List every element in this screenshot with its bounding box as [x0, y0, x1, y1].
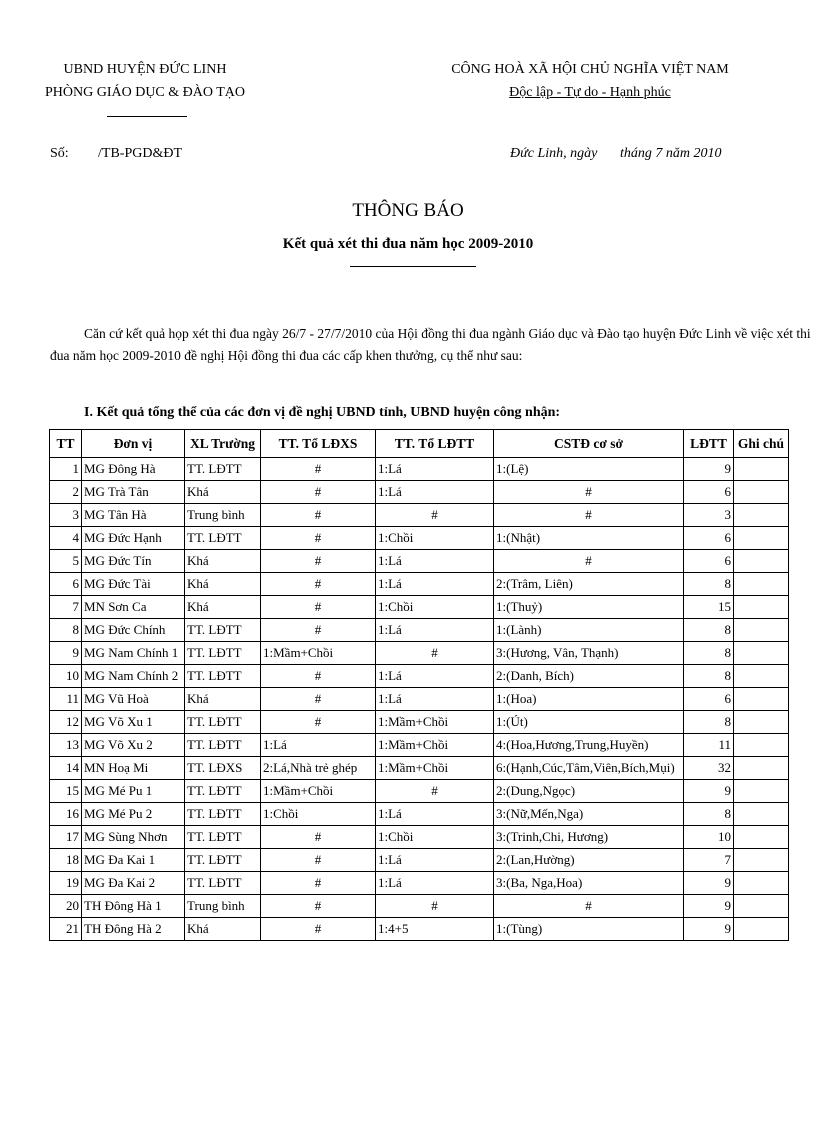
cell-tt: 11	[50, 688, 82, 711]
cell-don-vi: MG Võ Xu 2	[82, 734, 185, 757]
cell-don-vi: MG Đức Tín	[82, 550, 185, 573]
results-table	[49, 429, 789, 941]
cell-ghi-chu	[734, 734, 789, 757]
cell-xl-truong: TT. LĐTT	[185, 711, 261, 734]
cell-to-ldxs: 2:Lá,Nhà trẻ ghép	[261, 757, 376, 780]
cell-to-ldxs: 1:Mầm+Chồi	[261, 780, 376, 803]
cell-don-vi: MG Mé Pu 1	[82, 780, 185, 803]
cell-don-vi: MG Trà Tân	[82, 481, 185, 504]
cell-to-ldxs: #	[261, 711, 376, 734]
cell-ldtt: 10	[684, 826, 734, 849]
header-to-ldtt: TT. Tổ LĐTT	[376, 430, 494, 458]
cell-to-ldtt: 1:Chồi	[376, 596, 494, 619]
cell-ghi-chu	[734, 711, 789, 734]
cell-tt: 7	[50, 596, 82, 619]
table-header-row	[50, 430, 789, 458]
table-row	[50, 665, 789, 688]
cell-tt: 12	[50, 711, 82, 734]
document-title: THÔNG BÁO	[352, 200, 464, 221]
cell-to-ldtt: 1:Lá	[376, 688, 494, 711]
cell-tt: 10	[50, 665, 82, 688]
cell-ghi-chu	[734, 757, 789, 780]
cell-tt: 3	[50, 504, 82, 527]
cell-to-ldxs: #	[261, 665, 376, 688]
cell-to-ldxs: #	[261, 826, 376, 849]
cell-ldtt: 11	[684, 734, 734, 757]
cell-don-vi: MG Nam Chính 1	[82, 642, 185, 665]
cell-xl-truong: TT. LĐTT	[185, 826, 261, 849]
cell-don-vi: MN Sơn Ca	[82, 596, 185, 619]
cell-xl-truong: TT. LĐTT	[185, 734, 261, 757]
cell-cstd: #	[494, 481, 684, 504]
cell-to-ldxs: 1:Chồi	[261, 803, 376, 826]
cell-to-ldxs: #	[261, 849, 376, 872]
cell-cstd: #	[494, 504, 684, 527]
cell-ghi-chu	[734, 573, 789, 596]
cell-ldtt: 9	[684, 895, 734, 918]
place-date-1: Đức Linh, ngày	[510, 146, 598, 161]
cell-tt: 16	[50, 803, 82, 826]
cell-ldtt: 9	[684, 458, 734, 481]
cell-tt: 14	[50, 757, 82, 780]
nation-line-2: Độc lập - Tự do - Hạnh phúc	[509, 85, 671, 100]
cell-xl-truong: TT. LĐTT	[185, 665, 261, 688]
nation-line-1: CÔNG HOÀ XÃ HỘI CHỦ NGHĨA VIỆT NAM	[451, 62, 729, 77]
cell-ghi-chu	[734, 527, 789, 550]
cell-ldtt: 6	[684, 688, 734, 711]
cell-tt: 21	[50, 918, 82, 941]
cell-to-ldxs: #	[261, 504, 376, 527]
header-to-ldxs: TT. Tổ LĐXS	[261, 430, 376, 458]
cell-don-vi: MG Đức Chính	[82, 619, 185, 642]
cell-tt: 4	[50, 527, 82, 550]
table-row	[50, 872, 789, 895]
cell-ghi-chu	[734, 619, 789, 642]
table-row	[50, 527, 789, 550]
cell-ldtt: 8	[684, 711, 734, 734]
cell-ghi-chu	[734, 596, 789, 619]
cell-cstd: 1:(Hoa)	[494, 688, 684, 711]
cell-to-ldtt: 1:Lá	[376, 803, 494, 826]
cell-ghi-chu	[734, 504, 789, 527]
table-row	[50, 757, 789, 780]
cell-ldtt: 6	[684, 527, 734, 550]
cell-to-ldxs: 1:Mầm+Chồi	[261, 642, 376, 665]
org-underline	[107, 116, 187, 117]
cell-xl-truong: TT. LĐTT	[185, 849, 261, 872]
cell-cstd: 1:(Thuỷ)	[494, 596, 684, 619]
cell-to-ldtt: 1:Lá	[376, 573, 494, 596]
cell-don-vi: MN Hoạ Mi	[82, 757, 185, 780]
cell-to-ldxs: #	[261, 458, 376, 481]
cell-tt: 8	[50, 619, 82, 642]
cell-xl-truong: Trung bình	[185, 504, 261, 527]
cell-xl-truong: TT. LĐTT	[185, 619, 261, 642]
cell-ghi-chu	[734, 826, 789, 849]
place-date-2: tháng 7 năm 2010	[620, 146, 722, 161]
cell-xl-truong: Khá	[185, 688, 261, 711]
org-line-2: PHÒNG GIÁO DỤC & ĐÀO TẠO	[44, 85, 246, 100]
cell-to-ldtt: 1:Lá	[376, 550, 494, 573]
cell-to-ldtt: 1:4+5	[376, 918, 494, 941]
header-xl-truong: XL Trường	[185, 430, 261, 458]
cell-ghi-chu	[734, 849, 789, 872]
cell-to-ldxs: #	[261, 481, 376, 504]
table-row	[50, 918, 789, 941]
cell-ghi-chu	[734, 481, 789, 504]
cell-don-vi: MG Đa Kai 1	[82, 849, 185, 872]
cell-to-ldxs: #	[261, 872, 376, 895]
table-row	[50, 458, 789, 481]
cell-don-vi: MG Đông Hà	[82, 458, 185, 481]
cell-ldtt: 9	[684, 918, 734, 941]
paragraph-line-1: Căn cứ kết quả họp xét thi đua ngày 26/7 - 27/7/2010 của Hội đồng thi đua ngành Giáo dục và Đào tạo huyện Đức Linh về việc xét thi	[84, 326, 811, 341]
cell-xl-truong: TT. LĐXS	[185, 757, 261, 780]
cell-don-vi: MG Tân Hà	[82, 504, 185, 527]
table-row	[50, 803, 789, 826]
cell-ldtt: 6	[684, 550, 734, 573]
cell-ldtt: 8	[684, 665, 734, 688]
table-row	[50, 504, 789, 527]
cell-ghi-chu	[734, 918, 789, 941]
cell-to-ldxs: #	[261, 596, 376, 619]
cell-ldtt: 8	[684, 803, 734, 826]
cell-to-ldtt: 1:Lá	[376, 849, 494, 872]
cell-cstd: 6:(Hạnh,Cúc,Tâm,Viên,Bích,Mụi)	[494, 757, 684, 780]
cell-xl-truong: Khá	[185, 481, 261, 504]
cell-to-ldtt: 1:Chồi	[376, 527, 494, 550]
table-row	[50, 550, 789, 573]
cell-cstd: 2:(Dung,Ngọc)	[494, 780, 684, 803]
cell-ghi-chu	[734, 688, 789, 711]
cell-ldtt: 7	[684, 849, 734, 872]
cell-to-ldtt: 1:Chồi	[376, 826, 494, 849]
cell-cstd: 2:(Lan,Hường)	[494, 849, 684, 872]
cell-cstd: 2:(Danh, Bích)	[494, 665, 684, 688]
cell-to-ldxs: #	[261, 688, 376, 711]
cell-to-ldxs: #	[261, 918, 376, 941]
cell-xl-truong: TT. LĐTT	[185, 780, 261, 803]
table-row	[50, 780, 789, 803]
cell-ghi-chu	[734, 895, 789, 918]
so-label: Số:	[50, 146, 69, 161]
cell-tt: 2	[50, 481, 82, 504]
cell-to-ldtt: 1:Mầm+Chồi	[376, 757, 494, 780]
cell-ghi-chu	[734, 458, 789, 481]
cell-cstd: 3:(Ba, Nga,Hoa)	[494, 872, 684, 895]
cell-to-ldtt: #	[376, 780, 494, 803]
cell-to-ldtt: #	[376, 895, 494, 918]
cell-ldtt: 3	[684, 504, 734, 527]
table-row	[50, 849, 789, 872]
cell-don-vi: TH Đông Hà 2	[82, 918, 185, 941]
header-don-vi: Đơn vị	[82, 430, 185, 458]
cell-don-vi: MG Nam Chính 2	[82, 665, 185, 688]
cell-ldtt: 15	[684, 596, 734, 619]
cell-ghi-chu	[734, 872, 789, 895]
cell-tt: 15	[50, 780, 82, 803]
paragraph-line-2: đua năm học 2009-2010 đề nghị Hội đồng thi đua các cấp khen thưởng, cụ thể như sau:	[50, 348, 523, 363]
table-row	[50, 895, 789, 918]
cell-tt: 13	[50, 734, 82, 757]
cell-cstd: 2:(Trâm, Liên)	[494, 573, 684, 596]
cell-to-ldtt: #	[376, 504, 494, 527]
cell-ghi-chu	[734, 550, 789, 573]
cell-xl-truong: TT. LĐTT	[185, 458, 261, 481]
cell-xl-truong: TT. LĐTT	[185, 642, 261, 665]
cell-cstd: 1:(Tùng)	[494, 918, 684, 941]
cell-to-ldxs: #	[261, 573, 376, 596]
cell-ghi-chu	[734, 780, 789, 803]
cell-tt: 9	[50, 642, 82, 665]
cell-don-vi: MG Vũ Hoà	[82, 688, 185, 711]
subtitle-underline	[350, 266, 476, 267]
table-row	[50, 826, 789, 849]
cell-tt: 5	[50, 550, 82, 573]
so-code: /TB-PGD&ĐT	[98, 146, 182, 161]
table-row	[50, 619, 789, 642]
cell-ldtt: 9	[684, 780, 734, 803]
cell-xl-truong: Khá	[185, 573, 261, 596]
header-cstd: CSTĐ cơ sở	[494, 430, 684, 458]
header-tt: TT	[50, 430, 82, 458]
cell-to-ldxs: #	[261, 550, 376, 573]
cell-xl-truong: Khá	[185, 918, 261, 941]
cell-cstd: 1:(Nhật)	[494, 527, 684, 550]
table-row	[50, 573, 789, 596]
table-row	[50, 596, 789, 619]
cell-cstd: 1:(Út)	[494, 711, 684, 734]
cell-don-vi: MG Đức Tài	[82, 573, 185, 596]
cell-to-ldtt: 1:Lá	[376, 665, 494, 688]
table-row	[50, 642, 789, 665]
section-title: I. Kết quả tổng thể của các đơn vị đề nghị UBND tỉnh, UBND huyện công nhận:	[84, 405, 561, 420]
cell-don-vi: TH Đông Hà 1	[82, 895, 185, 918]
cell-ldtt: 32	[684, 757, 734, 780]
cell-to-ldtt: 1:Lá	[376, 458, 494, 481]
cell-cstd: 3:(Hương, Vân, Thạnh)	[494, 642, 684, 665]
cell-ldtt: 9	[684, 872, 734, 895]
cell-tt: 6	[50, 573, 82, 596]
cell-xl-truong: TT. LĐTT	[185, 872, 261, 895]
cell-don-vi: MG Sùng Nhơn	[82, 826, 185, 849]
cell-to-ldxs: #	[261, 527, 376, 550]
header-ghi-chu: Ghi chú	[734, 430, 789, 458]
cell-to-ldxs: 1:Lá	[261, 734, 376, 757]
cell-cstd: 4:(Hoa,Hương,Trung,Huyền)	[494, 734, 684, 757]
cell-ldtt: 8	[684, 573, 734, 596]
cell-ghi-chu	[734, 642, 789, 665]
cell-don-vi: MG Võ Xu 1	[82, 711, 185, 734]
cell-don-vi: MG Đa Kai 2	[82, 872, 185, 895]
cell-xl-truong: Khá	[185, 596, 261, 619]
cell-tt: 20	[50, 895, 82, 918]
cell-xl-truong: Khá	[185, 550, 261, 573]
cell-don-vi: MG Đức Hạnh	[82, 527, 185, 550]
cell-to-ldtt: 1:Mầm+Chồi	[376, 711, 494, 734]
cell-to-ldtt: 1:Lá	[376, 481, 494, 504]
cell-to-ldtt: #	[376, 642, 494, 665]
cell-ghi-chu	[734, 803, 789, 826]
cell-ldtt: 8	[684, 642, 734, 665]
cell-ldtt: 6	[684, 481, 734, 504]
cell-don-vi: MG Mé Pu 2	[82, 803, 185, 826]
cell-xl-truong: TT. LĐTT	[185, 527, 261, 550]
cell-cstd: 1:(Lệ)	[494, 458, 684, 481]
table-row	[50, 481, 789, 504]
cell-cstd: #	[494, 895, 684, 918]
cell-tt: 18	[50, 849, 82, 872]
table-row	[50, 734, 789, 757]
cell-xl-truong: TT. LĐTT	[185, 803, 261, 826]
cell-to-ldtt: 1:Mầm+Chồi	[376, 734, 494, 757]
cell-to-ldxs: #	[261, 619, 376, 642]
cell-to-ldxs: #	[261, 895, 376, 918]
cell-xl-truong: Trung bình	[185, 895, 261, 918]
cell-to-ldtt: 1:Lá	[376, 619, 494, 642]
cell-tt: 1	[50, 458, 82, 481]
cell-tt: 19	[50, 872, 82, 895]
table-row	[50, 688, 789, 711]
cell-tt: 17	[50, 826, 82, 849]
cell-ldtt: 8	[684, 619, 734, 642]
cell-ghi-chu	[734, 665, 789, 688]
org-line-1: UBND HUYỆN ĐỨC LINH	[63, 62, 227, 77]
cell-cstd: #	[494, 550, 684, 573]
cell-cstd: 3:(Trinh,Chi, Hương)	[494, 826, 684, 849]
table-row	[50, 711, 789, 734]
document-subtitle: Kết quả xét thi đua năm học 2009-2010	[282, 236, 534, 252]
header-ldtt: LĐTT	[684, 430, 734, 458]
cell-to-ldtt: 1:Lá	[376, 872, 494, 895]
cell-cstd: 3:(Nữ,Mến,Nga)	[494, 803, 684, 826]
cell-cstd: 1:(Lành)	[494, 619, 684, 642]
